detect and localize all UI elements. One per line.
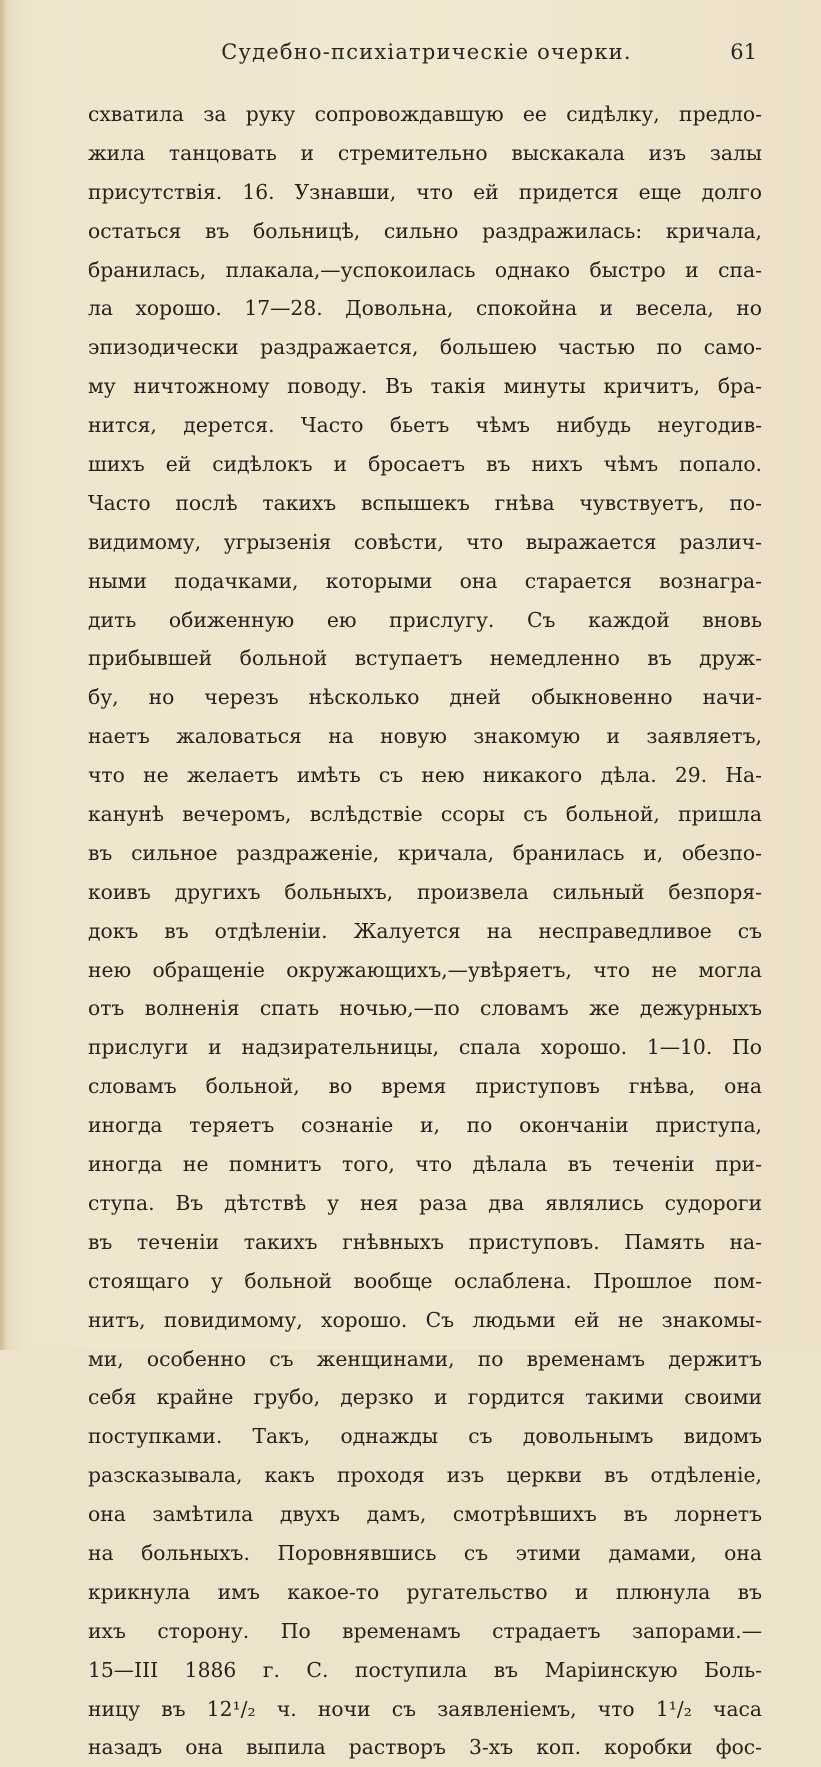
text-line: нится, дерется. Часто бьетъ чѣмъ нибудь неугодив- (88, 413, 762, 438)
text-line: присутствiя. 16. Узнавши, что ей придется еще долго (88, 179, 762, 204)
text-line: себя крайне грубо, дерзко и гордится такими своими (88, 1385, 762, 1410)
running-title: Судебно-психiатрическiе очерки. (221, 40, 632, 64)
text-line: наетъ жаловаться на новую знакомую и заявляетъ, (88, 724, 762, 749)
text-line: нею обращенiе окружающихъ,—увѣряетъ, что не могла (88, 957, 762, 982)
text-line: Часто послѣ такихъ вспышекъ гнѣва чувствуетъ, по- (88, 490, 762, 515)
text-line: въ сильное раздраженiе, кричала, бранилась и, обезпо- (88, 840, 762, 865)
text-line: дить обиженную ею прислугу. Съ каждой вновь (88, 607, 762, 632)
text-line: ступа. Въ дѣтствѣ у нея раза два являлись судороги (88, 1190, 762, 1215)
text-line: прислуги и надзирательницы, спала хорошо. 1—10. По (88, 1035, 762, 1060)
text-line: эпизодически раздражается, большею частью по само- (88, 335, 762, 360)
text-line: она замѣтила двухъ дамъ, смотрѣвшихъ въ лорнетъ (88, 1502, 762, 1527)
text-line: словамъ больной, во время приступовъ гнѣва, она (88, 1074, 762, 1099)
text-line: ла хорошо. 17—28. Довольна, спокойна и весела, но (88, 296, 762, 321)
text-line: крикнула имъ какое-то ругательство и плюнула въ (88, 1579, 762, 1604)
text-line: прибывшей больной вступаетъ немедленно въ друж- (88, 646, 762, 671)
text-line: иногда теряетъ сознанiе и, по окончанiи приступа, (88, 1113, 762, 1138)
text-line: ницу въ 12¹/₂ ч. ночи съ заявленiемъ, что 1¹/₂ часа (88, 1696, 762, 1721)
text-line: му ничтожному поводу. Въ такiя минуты кричитъ, бра- (88, 374, 762, 399)
text-line: назадъ она выпила растворъ 3-хъ коп. коробки фос- (88, 1735, 762, 1760)
text-line: на больныхъ. Поровнявшись съ этими дамами, она (88, 1540, 762, 1565)
text-line: бу, но черезъ нѣсколько дней обыкновенно начи- (88, 685, 762, 710)
text-line: нитъ, повидимому, хорошо. Съ людьми ей не знакомы- (88, 1307, 762, 1332)
text-line: ными подачками, которыми она старается вознагра- (88, 568, 762, 593)
text-line: стоящаго у больной вообще ослаблена. Прошлое пом- (88, 1268, 762, 1293)
text-line: иногда не помнитъ того, что дѣлала въ теченiи при- (88, 1152, 762, 1177)
text-line: видимому, угрызенiя совѣсти, что выражается различ- (88, 529, 762, 554)
text-line: бранилась, плакала,—успокоилась однако быстро и спа- (88, 257, 762, 282)
body-text (88, 95, 762, 1767)
text-line: схватила за руку сопровождавшую ее сидѣлку, предло- (88, 102, 762, 126)
text-line: остаться въ больницѣ, сильно раздражилась: кричала, (88, 218, 762, 243)
text-line: канунѣ вечеромъ, вслѣдствiе ссоры съ больной, пришла (88, 802, 762, 827)
text-line: коивъ другихъ больныхъ, произвела сильный безпоря- (88, 879, 762, 904)
text-line: шихъ ей сидѣлокъ и бросаетъ въ нихъ чѣмъ попало. (88, 452, 762, 477)
text-line: 15—III 1886 г. С. поступила въ Марiинскую Боль- (88, 1657, 762, 1682)
text-line: разсказывала, какъ проходя изъ церкви въ отдѣленiе, (88, 1463, 762, 1488)
text-line: отъ волненiя спать ночью,—по словамъ же дежурныхъ (88, 996, 762, 1021)
page-number: 61 (730, 40, 757, 64)
text-line: докъ въ отдѣленiи. Жалуется на несправедливое съ (88, 918, 762, 943)
page-edge-shadow (0, 0, 8, 1350)
text-line: поступками. Такъ, однажды съ довольнымъ видомъ (88, 1424, 762, 1449)
text-line: жила танцовать и стремительно выскакала изъ залы (88, 140, 762, 165)
text-line: ми, особенно съ женщинами, по временамъ держитъ (88, 1346, 762, 1371)
text-line: ихъ сторону. По временамъ страдаетъ запорами.— (88, 1618, 762, 1643)
text-line: въ теченiи такихъ гнѣвныхъ приступовъ. Память на- (88, 1229, 762, 1254)
running-head (88, 40, 765, 80)
text-line: что не желаетъ имѣть съ нею никакого дѣла. 29. На- (88, 763, 762, 788)
